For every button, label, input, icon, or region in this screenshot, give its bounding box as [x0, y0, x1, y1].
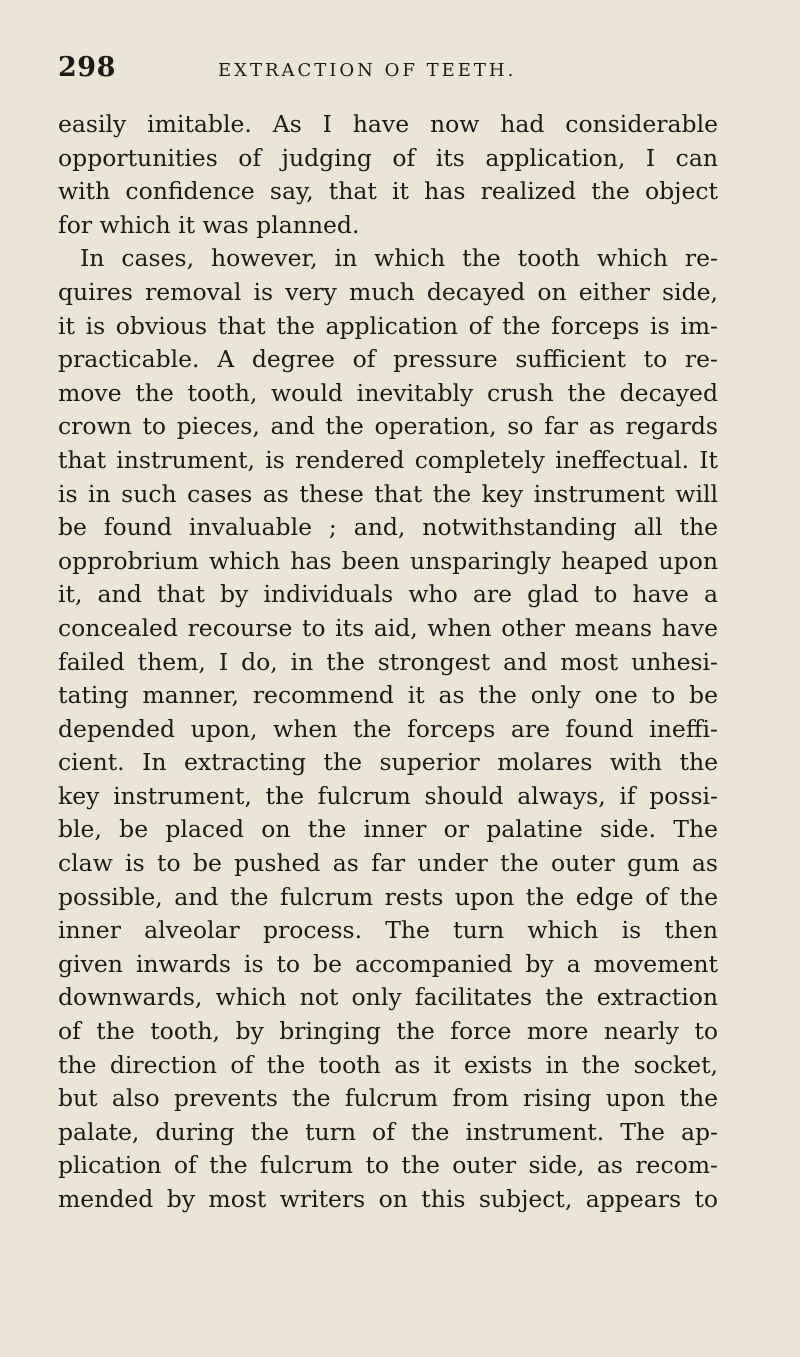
- text-line: opprobrium which has been unsparingly heaped upon: [58, 546, 718, 575]
- text-line: it is obvious that the application of the forceps is im-: [58, 311, 718, 340]
- page-header: [58, 52, 708, 92]
- text-line: failed them, I do, in the strongest and most unhesi-: [58, 647, 718, 676]
- text-line: be found invaluable ; and, notwithstanding all the: [58, 513, 718, 542]
- text-line: easily imitable. As I have now had considerable: [58, 110, 718, 138]
- text-line: opportunities of judging of its application, I can: [58, 143, 718, 172]
- text-line: the direction of the tooth as it exists in the socket,: [58, 1050, 718, 1079]
- text-line: but also prevents the fulcrum from rising upon the: [58, 1084, 718, 1113]
- text-line: downwards, which not only facilitates the extraction: [58, 983, 718, 1012]
- text-line: possible, and the fulcrum rests upon the edge of the: [58, 882, 718, 911]
- text-line: In cases, however, in which the tooth which re-: [80, 244, 718, 273]
- text-line: move the tooth, would inevitably crush the decayed: [58, 378, 718, 407]
- text-line: quires removal is very much decayed on either side,: [58, 277, 718, 306]
- text-line: for which it was planned.: [58, 210, 360, 239]
- text-line: practicable. A degree of pressure sufficient to re-: [58, 345, 718, 374]
- text-line: of the tooth, by bringing the force more nearly to: [58, 1017, 718, 1046]
- text-line: crown to pieces, and the operation, so far as regards: [58, 412, 718, 441]
- text-line: mended by most writers on this subject, appears to: [58, 1185, 718, 1213]
- running-title: EXTRACTION OF TEETH.: [218, 60, 517, 81]
- text-line: cient. In extracting the superior molares with the: [58, 748, 718, 777]
- page-number: 298: [58, 52, 116, 83]
- text-line: that instrument, is rendered completely ineffectual. It: [58, 445, 718, 474]
- text-line: palate, during the turn of the instrument. The ap-: [58, 1117, 718, 1146]
- text-line: tating manner, recommend it as the only one to be: [58, 681, 718, 710]
- text-line: claw is to be pushed as far under the outer gum as: [58, 849, 718, 878]
- text-line: ble, be placed on the inner or palatine side. The: [58, 815, 718, 844]
- text-line: concealed recourse to its aid, when other means have: [58, 613, 718, 642]
- body-text: [58, 108, 718, 1217]
- text-line: given inwards is to be accompanied by a movement: [58, 949, 718, 978]
- text-line: depended upon, when the forceps are found ineffi-: [58, 714, 718, 743]
- text-line: key instrument, the fulcrum should always, if possi-: [58, 781, 718, 810]
- text-line: is in such cases as these that the key instrument will: [58, 479, 718, 508]
- text-line: plication of the fulcrum to the outer side, as recom-: [58, 1151, 718, 1180]
- text-line: it, and that by individuals who are glad to have a: [58, 580, 718, 609]
- text-line: inner alveolar process. The turn which is then: [58, 916, 718, 945]
- text-line: with confidence say, that it has realized the object: [58, 177, 718, 206]
